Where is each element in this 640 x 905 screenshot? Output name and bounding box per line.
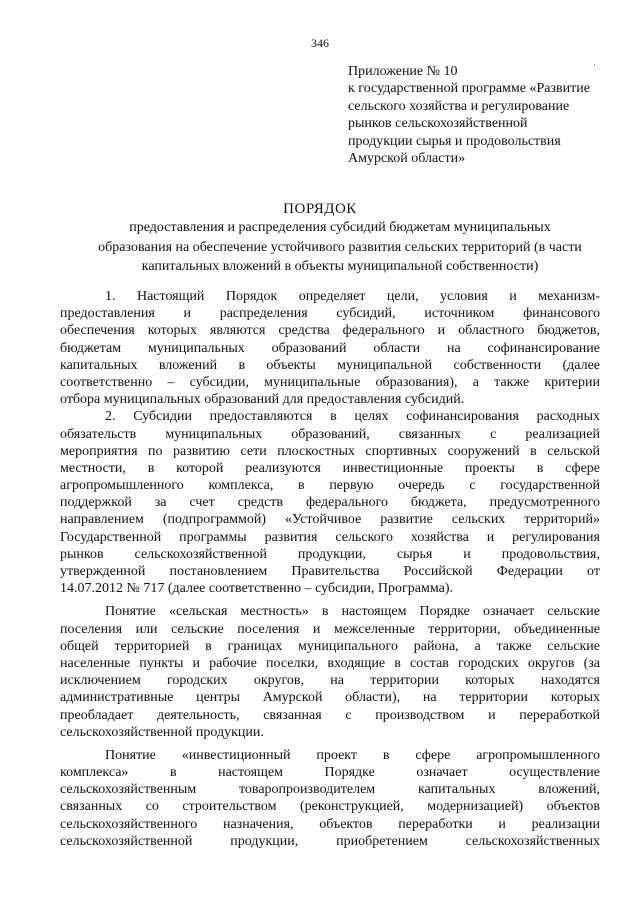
text-line: отбора муниципальных образований для предоставления субсидий. — [60, 392, 465, 408]
text-line: агропромышленного комплекса, в первую очередь с государственной — [60, 478, 600, 494]
document-title: ПОРЯДОК — [283, 201, 357, 217]
text-line: местности, в которой реализуются инвестиционные проекты в сфере — [60, 460, 600, 476]
subtitle-line: капитальных вложений в объекты муниципальной собственности) — [141, 259, 539, 274]
text-line: поддержкой за счет средств федерального бюджета, предусмотренного — [60, 495, 600, 511]
text-line: мероприятия по развитию сети плоскостных спортивных сооружений в сельской — [60, 443, 600, 459]
appendix-line: сельского хозяйства и регулирование — [348, 98, 570, 114]
text-line: преобладает деятельность, связанная с производством и переработкой — [60, 707, 600, 723]
page-number: 346 — [311, 36, 329, 50]
text-line: обязательств муниципальных образований, связанных с реализацией — [60, 426, 600, 442]
appendix-line: рынков сельскохозяйственной — [348, 116, 528, 132]
text-line: 14.07.2012 № 717 (далее соответственно – субсидии, Программа). — [60, 581, 453, 597]
text-line: утвержденной постановлением Правительства Российской Федерации от — [60, 564, 600, 579]
text-line: Понятие «инвестиционный проект в сфере агропромышленного — [105, 747, 600, 763]
paragraph-3 — [60, 603, 600, 741]
text-line: комплекса» в настоящем Порядке означает осуществление — [60, 765, 600, 781]
paragraph-4 — [60, 747, 600, 850]
text-line: сельскохозяйственного назначения, объектов переработки и реализации — [60, 816, 600, 832]
text-line: административные центры Амурской области), на территории которых — [60, 690, 600, 706]
margin-mark: · — [593, 60, 596, 70]
subtitle-line: образования на обеспечение устойчивого развития сельских территорий (в части — [98, 239, 582, 255]
text-line: Государственной программы развития сельского хозяйства и регулирования — [60, 529, 600, 545]
appendix-header — [348, 63, 618, 167]
text-line: исключением городских округов, на территории которых находятся — [60, 673, 600, 689]
appendix-line: Амурской области» — [348, 151, 466, 167]
text-line: капитальных вложений в объекты муниципальной собственности (далее — [60, 357, 600, 373]
subtitle-line: предоставления и распределения субсидий бюджетам муниципальных — [129, 220, 551, 235]
document-subtitle — [90, 218, 590, 277]
text-line: 1. Настоящий Порядок определяет цели, условия и механизм- — [105, 289, 600, 304]
text-line: рынков сельскохозяйственной продукции, сырья и продовольствия, — [60, 546, 600, 562]
text-line: сельскохозяйственным товаропроизводителем капитальных вложений, — [60, 782, 600, 798]
appendix-line: к государственной программе «Развитие — [348, 81, 590, 97]
paragraph-1 — [60, 288, 600, 408]
text-line: соответственно – субсидии, муниципальные образования), а также критерии — [60, 374, 600, 390]
text-line: Понятие «сельская местность» в настоящем Порядке означает сельские — [105, 604, 600, 620]
text-line: населенные пункты и рабочие поселки, входящие в состав городских округов (за — [60, 655, 600, 671]
text-line: предоставления и распределения субсидий, источником финансового — [60, 306, 600, 322]
paragraph-2 — [60, 408, 600, 597]
text-line: общей территорией в границах муниципального района, а также сельские — [60, 638, 600, 654]
text-line: 2. Субсидии предоставляются в целях софинансирования расходных — [105, 409, 600, 425]
text-line: бюджетам муниципальных образований области на софинансирование — [60, 340, 600, 356]
document-body — [60, 288, 600, 850]
text-line: направлением (подпрограммой) «Устойчивое развитие сельских территорий» — [60, 512, 600, 528]
text-line: сельскохозяйственной продукции, приобретением сельскохозяйственных — [60, 833, 600, 849]
text-line: поселения или сельские поселения и межселенные территории, объединенные — [60, 621, 600, 637]
text-line: связанных со строительством (реконструкцией, модернизацией) объектов — [60, 799, 600, 815]
appendix-line: Приложение № 10 — [348, 64, 458, 79]
text-line: обеспечения которых являются средства федерального и областного бюджетов, — [60, 323, 600, 339]
text-line: сельскохозяйственной продукции. — [60, 724, 264, 740]
appendix-line: продукции сырья и продовольствия — [348, 133, 561, 149]
